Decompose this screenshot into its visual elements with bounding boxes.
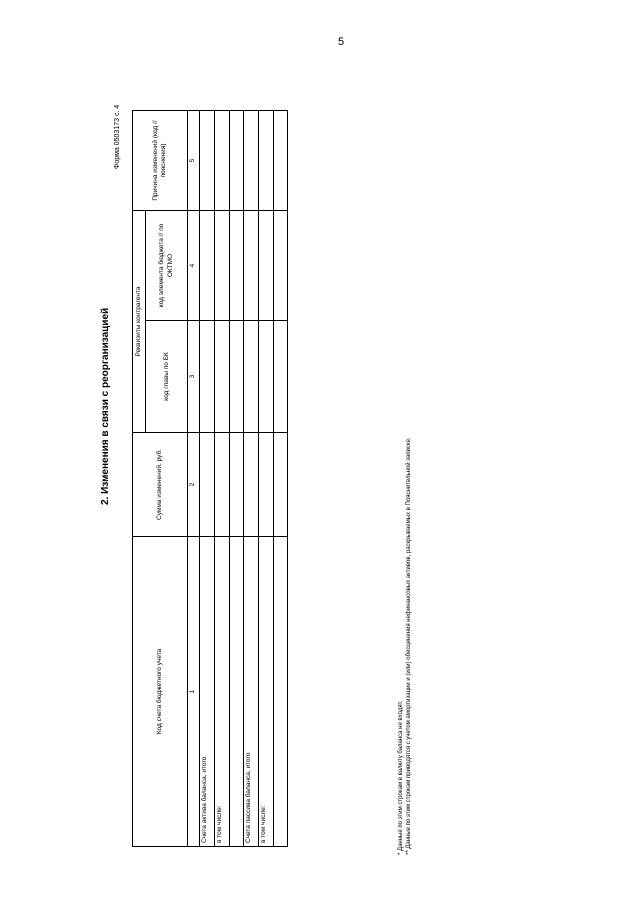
reason-cell[interactable] bbox=[244, 111, 259, 211]
rotated-content bbox=[100, 85, 500, 855]
budget-element-cell[interactable] bbox=[215, 211, 230, 321]
table-row bbox=[274, 111, 288, 847]
chapter-code-cell[interactable] bbox=[230, 321, 244, 433]
row-label: в том числе: bbox=[259, 537, 274, 847]
footnote-2: ** Данные по этим строкам приводятся с учетом амортизации и (или) обесценения нефинансовых активов, раскрываемых в Пояснительной записке. bbox=[405, 437, 412, 855]
chapter-code-cell[interactable] bbox=[200, 321, 215, 433]
col-number-5: 5 bbox=[188, 111, 200, 211]
chapter-code-cell[interactable] bbox=[215, 321, 230, 433]
amount-cell[interactable] bbox=[215, 433, 230, 537]
reason-cell[interactable] bbox=[200, 111, 215, 211]
reason-cell[interactable] bbox=[274, 111, 288, 211]
chapter-code-cell[interactable] bbox=[274, 321, 288, 433]
col-number-3: 3 bbox=[188, 321, 200, 433]
amount-cell[interactable] bbox=[200, 433, 215, 537]
form-code: Форма 0503173 с. 4 bbox=[114, 104, 121, 169]
reason-cell[interactable] bbox=[215, 111, 230, 211]
amount-cell[interactable] bbox=[274, 433, 288, 537]
table-row bbox=[200, 111, 215, 847]
reason-cell[interactable] bbox=[259, 111, 274, 211]
row-label bbox=[230, 537, 244, 847]
amount-cell[interactable] bbox=[244, 433, 259, 537]
budget-element-cell[interactable] bbox=[200, 211, 215, 321]
footnote-1: * Данные по этим строкам в валюту баланса не входят. bbox=[398, 700, 404, 855]
amount-cell[interactable] bbox=[259, 433, 274, 537]
header-chapter-code: код главы по БК bbox=[146, 321, 188, 433]
col-number-2: 2 bbox=[188, 433, 200, 537]
table-row bbox=[244, 111, 259, 847]
header-budget-element: код элемента бюджета // по ОКТМО bbox=[146, 211, 188, 321]
budget-element-cell[interactable] bbox=[230, 211, 244, 321]
col-number-4: 4 bbox=[188, 211, 200, 321]
row-label: в том числе: bbox=[215, 537, 230, 847]
row-label bbox=[274, 537, 288, 847]
footnotes bbox=[398, 437, 414, 855]
header-counterparty: Реквизиты контрагента bbox=[133, 211, 146, 433]
chapter-code-cell[interactable] bbox=[244, 321, 259, 433]
page-number: 5 bbox=[338, 36, 345, 48]
row-label: Счета пассива баланса, итого bbox=[244, 537, 259, 847]
table-row bbox=[259, 111, 274, 847]
reorganization-table bbox=[132, 110, 288, 847]
budget-element-cell[interactable] bbox=[274, 211, 288, 321]
amount-cell[interactable] bbox=[230, 433, 244, 537]
table-row bbox=[215, 111, 230, 847]
row-label: Счета актива баланса, итого bbox=[200, 537, 215, 847]
chapter-code-cell[interactable] bbox=[259, 321, 274, 433]
col-number-1: 1 bbox=[188, 537, 200, 847]
header-reason: Причина изменений (код // пояснения) bbox=[133, 111, 188, 211]
budget-element-cell[interactable] bbox=[259, 211, 274, 321]
section-title: 2. Изменения в связи с реорганизацией bbox=[100, 307, 111, 505]
column-numbers-row bbox=[188, 111, 200, 847]
budget-element-cell[interactable] bbox=[244, 211, 259, 321]
reason-cell[interactable] bbox=[230, 111, 244, 211]
header-row-1 bbox=[133, 111, 146, 847]
table-row bbox=[230, 111, 244, 847]
header-account-code: Код счета бюджетного учета bbox=[133, 537, 188, 847]
header-amount: Сумма изменений, руб. bbox=[133, 433, 188, 537]
